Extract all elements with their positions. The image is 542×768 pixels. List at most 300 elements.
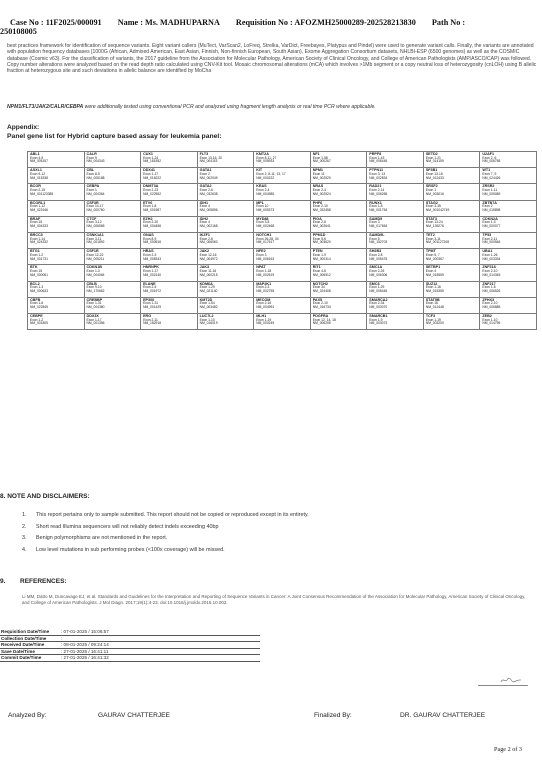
gene-cell — [84, 168, 141, 184]
gene-exons: Exon 2-3 — [143, 252, 157, 257]
gene-transcript: NM_005343 — [143, 256, 162, 261]
gene-exons: Exon 5-6 — [312, 236, 326, 241]
gene-symbol: CBLB — [86, 281, 97, 286]
gene-symbol: BCL2 — [30, 281, 40, 286]
gene-transcript: NM_015559 — [425, 272, 444, 277]
gene-transcript: NM_152703 — [369, 240, 388, 245]
gene-transcript: NM_005157 — [30, 159, 48, 164]
gene-exons: Exon 1 — [86, 188, 97, 193]
gene-cell — [197, 168, 254, 184]
gene-exons: Exon 10 — [256, 204, 269, 209]
gene-exons: Exon 1-6 — [30, 301, 44, 306]
gene-row — [28, 200, 537, 216]
log-row — [0, 655, 260, 662]
gene-symbol: CEBPE — [30, 313, 43, 318]
gene-transcript: NM_006912 — [312, 272, 331, 277]
gene-cell — [28, 152, 85, 168]
gene-cell — [197, 200, 254, 216]
pcr-note-text: were additionally tested using conventional PCR and analyzed using fragment length analysis or real time PCR where applicable. — [83, 104, 376, 110]
gene-exons: Exon 8-9 — [86, 171, 100, 176]
gene-transcript: NM_182918 — [143, 321, 162, 326]
workflow-log — [0, 629, 260, 662]
gene-symbol: SUZ12 — [425, 281, 438, 286]
gene-exons: Exon 2-6 — [199, 188, 213, 193]
gene-cell — [254, 313, 311, 329]
gene-symbol: STAT5B — [425, 297, 440, 302]
gene-symbol: ETV6 — [143, 200, 153, 205]
gene-cell — [84, 281, 141, 297]
gene-transcript: NM_002049 — [199, 175, 218, 180]
note-item — [22, 533, 532, 545]
gene-symbol: NOTCH2 — [312, 281, 328, 286]
gene-exons: Exon 1-9 — [312, 252, 326, 257]
gene-transcript: NM_005896 — [199, 207, 218, 212]
gene-transcript: NM_002468 — [256, 224, 275, 229]
gene-transcript: NM_001127208 — [425, 240, 450, 245]
gene-symbol: U2AF1 — [482, 152, 495, 156]
gene-symbol: CTCF — [86, 216, 97, 221]
gene-cell — [141, 297, 198, 313]
gene-symbol: ZNF217 — [482, 281, 496, 286]
gene-exons: Exon 4-9 — [30, 155, 44, 160]
gene-symbol: PHF6 — [312, 200, 323, 205]
gene-symbol: CEBPA — [86, 184, 100, 189]
gene-exons: Exon 1-3 — [86, 269, 100, 274]
gene-transcript: NM_002520 — [312, 175, 331, 180]
gene-transcript: NM_001731 — [30, 256, 48, 261]
gene-cell — [141, 216, 198, 232]
gene-cell — [28, 281, 85, 297]
gene-symbol: CDKN1B — [86, 265, 102, 270]
path-number-value: 250108005 — [0, 27, 37, 36]
gene-exons: Exon 1-3 — [482, 220, 496, 225]
gene-cell — [423, 216, 480, 232]
gene-transcript: NM_000222 — [256, 175, 275, 180]
gene-cell — [197, 297, 254, 313]
gene-symbol: SETD2 — [425, 152, 438, 156]
gene-exons: Exon 1-26 — [482, 252, 498, 257]
gene-transcript: NM_015355 — [425, 288, 444, 293]
gene-exons: Exon 2-16 — [256, 301, 272, 306]
note-text: Benign polymorphisms are not mentioned in the report. — [36, 535, 168, 541]
gene-symbol: ZEB2 — [482, 313, 492, 318]
log-row — [0, 642, 260, 649]
gene-transcript: NM_000061 — [30, 272, 48, 277]
gene-transcript: NM_001429 — [143, 305, 162, 310]
gene-row — [28, 297, 537, 313]
requisition-number: Requisition No : AFOZMH25000289-202528213830 — [235, 18, 416, 27]
gene-cell — [254, 152, 311, 168]
gene-exons: Exon 1-16 — [425, 285, 441, 290]
gene-symbol: DNMT3A — [143, 184, 159, 189]
gene-transcript: NM_005211 — [86, 256, 105, 261]
gene-symbol: NPM1 — [312, 168, 323, 173]
gene-cell — [84, 232, 141, 248]
gene-cell — [480, 249, 537, 265]
gene-cell — [84, 184, 141, 200]
gene-exons: Exon 5, 7 — [425, 252, 440, 257]
gene-symbol: SMC3 — [369, 281, 380, 286]
gene-symbol: EZH2 — [143, 216, 153, 221]
gene-symbol: ZRSR2 — [482, 184, 495, 189]
gene-symbol: SMARCB1 — [369, 313, 388, 318]
gene-exons: Exon 2-6 — [312, 220, 326, 225]
gene-exons: Exon 1-8 — [143, 204, 157, 209]
gene-cell — [254, 168, 311, 184]
gene-row — [28, 152, 537, 168]
gene-transcript: NM_006445 — [369, 159, 388, 164]
gene-cell — [310, 313, 367, 329]
gene-transcript: NM_014795 — [482, 321, 501, 326]
gene-symbol: TPMT — [425, 249, 436, 254]
gene-transcript: NM_001042749 — [425, 207, 450, 212]
gene-exons: Exon 3-35 — [425, 204, 441, 209]
gene-exons: Exon 1-2 — [30, 252, 44, 257]
gene-exons: Exon 1-24 — [143, 155, 159, 160]
gene-transcript: NM_001892 — [86, 240, 105, 245]
gene-cell — [141, 184, 198, 200]
gene-symbol: CUX1 — [143, 152, 153, 156]
analyzed-by-name: GAURAV CHATTERJEE — [98, 712, 170, 719]
gene-transcript: NM_017617 — [256, 240, 275, 245]
gene-exons: Exon 2-10 — [482, 269, 498, 274]
gene-cell — [141, 168, 198, 184]
gene-exons: Exon 8-11, 27 — [256, 155, 277, 160]
gene-exons: Exon 4-6 — [312, 269, 326, 274]
gene-cell — [367, 297, 424, 313]
appendix-title: Appendix: — [7, 124, 40, 131]
gene-exons: Exon 11 — [312, 171, 325, 176]
gene-exons: Exon 1-2 — [30, 317, 44, 322]
gene-symbol: PIGA — [312, 216, 322, 221]
gene-transcript: NM_024332 — [30, 240, 48, 245]
gene-symbol: SRSF2 — [425, 184, 438, 189]
gene-exons: Exon 2-20 — [143, 220, 159, 225]
gene-transcript: NM_016734 — [312, 305, 331, 310]
gene-exons: Exon 9-12 — [30, 171, 46, 176]
gene-transcript: NM_000516 — [143, 240, 162, 245]
gene-cell — [480, 168, 537, 184]
gene-symbol: RAD21 — [369, 184, 382, 189]
gene-exons: Exon 5 — [369, 236, 380, 241]
gene-exons: Exon 1-21 — [425, 155, 441, 160]
gene-transcript: NM_002755 — [256, 288, 275, 293]
gene-exons: Exon 2-3 — [256, 285, 270, 290]
gene-symbol: UBA1 — [482, 249, 493, 254]
gene-transcript: NM_032458 — [312, 207, 331, 212]
gene-transcript: NM_021140 — [199, 288, 218, 293]
gene-exons: Exon 1-12 — [30, 204, 46, 209]
gene-symbol: PTPN11 — [369, 168, 384, 173]
gene-cell — [367, 281, 424, 297]
pcr-genes: NPM1/FLT3/JAK2/CALR/CEBPA — [7, 104, 84, 110]
gene-symbol: RIT1 — [312, 265, 321, 270]
gene-exons: Exon 2-15 — [30, 188, 46, 193]
gene-cell — [141, 232, 198, 248]
gene-transcript: NM_014345 — [482, 272, 501, 277]
gene-symbol: TET2 — [425, 232, 435, 237]
gene-transcript: NM_000267 — [312, 159, 331, 164]
gene-exons: Exon 1-54 — [199, 301, 215, 306]
gene-transcript: NM_006306 — [369, 272, 388, 277]
gene-cell — [367, 313, 424, 329]
gene-symbol: PTEN — [312, 249, 323, 254]
gene-transcript: NM_003073 — [369, 321, 388, 326]
gene-cell — [254, 265, 311, 281]
gene-cell — [141, 281, 198, 297]
signature-line — [478, 685, 528, 686]
gene-transcript: NM_000546 — [482, 240, 501, 245]
note-item — [22, 510, 532, 522]
gene-cell — [367, 249, 424, 265]
gene-symbol: SMARCA2 — [369, 297, 388, 302]
gene-transcript: NM_004972 — [199, 256, 218, 261]
gene-transcript: NM_000633 — [30, 288, 48, 293]
gene-transcript: NM_005373 — [256, 207, 275, 212]
gene-exons: Exon 15 — [30, 220, 43, 225]
gene-cell — [84, 200, 141, 216]
gene-cell — [423, 313, 480, 329]
gene-transcript: NM_006163 — [256, 256, 275, 261]
gene-exons: Exon 2-14 — [369, 188, 385, 193]
gene-transcript: NM_015898 — [482, 207, 501, 212]
gene-cell — [367, 152, 424, 168]
gene-exons: Exon 3, 13 — [369, 171, 386, 176]
gene-symbol: NOTCH1 — [256, 232, 272, 237]
gene-transcript: NM_001754 — [369, 207, 388, 212]
log-key: Commit Date/Time — [1, 655, 42, 661]
notes-list — [22, 510, 532, 556]
gene-symbol: JAK3 — [199, 265, 210, 270]
gene-transcript: NM_012433 — [425, 175, 444, 180]
note-item — [22, 522, 532, 534]
gene-cell — [310, 168, 367, 184]
gene-cell — [423, 265, 480, 281]
log-key: Received Date/Time — [1, 642, 45, 648]
gene-cell — [367, 216, 424, 232]
gene-exons: Exon 2-23 — [143, 188, 159, 193]
gene-transcript: NM_001972 — [143, 288, 162, 293]
gene-transcript: NM_002519 — [256, 272, 275, 277]
gene-row — [28, 249, 537, 265]
methods-paragraph: best practices framework for identification of sequence variants. Eight variant callers (MuTect, VarScan2, LoFreq, Strelka, VarDict, Freebayes, Platypus and Pindel) were used to generate variant calls. Finally, the variants are annotated with population frequency databases [1000G (African, Admixed American, East Asian, Finnish, Non-finnish European, South Asian), Exome Aggregation Consortium datasets, NHLBI-ESP (6500 genomes) as well as the COSMIC database (Cosmic v63). For the classification of variants, the 2017 guideline from the Association for Molecular Pathology, American Society of Clinical Oncology, and College of American Pathologists (AMP/ASCO/CAP) was followed. Copy number alterations were analyzed based on the read depth ratio calculated using CNV-Kit tool. Mosaic chromosomal alterations (mCA) which involves >1Mb segment or a copy neutral loss of heterozygosity (cnLOH) using B allelic fraction at heterozygous site and such deviations in allelic balance are identified by MoCha — [7, 43, 537, 75]
gene-symbol: BCOR — [30, 184, 41, 189]
gene-symbol: ZFHX3 — [482, 297, 495, 302]
gene-transcript: NM_004364 — [86, 191, 105, 196]
gene-transcript: NM_003016 — [425, 191, 444, 196]
gene-symbol: KDM6A — [199, 281, 213, 286]
gene-symbol: MPL — [256, 200, 264, 205]
gene-transcript: NM_021946 — [30, 207, 48, 212]
gene-exons: Exon 1-10 — [199, 317, 215, 322]
gene-symbol: PDGFRA — [312, 313, 329, 318]
gene-transcript: NM_000077 — [482, 224, 501, 229]
gene-cell — [84, 216, 141, 232]
gene-exons: Exon 1-31 — [86, 301, 102, 306]
gene-symbol: PPM1D — [312, 232, 326, 237]
gene-cell — [28, 232, 85, 248]
gene-symbol: GNAS — [143, 232, 154, 237]
gene-symbol: KRAS — [256, 184, 267, 189]
gene-symbol: HRAS — [143, 249, 154, 254]
gene-exons: Exon 8-9 — [143, 236, 157, 241]
gene-exons: Exon 13-16, 20 — [199, 155, 223, 160]
gene-symbol: EP300 — [143, 297, 155, 302]
log-row — [0, 635, 260, 642]
gene-exons: Exon 2 — [482, 204, 493, 209]
gene-cell — [197, 265, 254, 281]
gene-symbol: IDH2 — [199, 216, 209, 221]
log-row — [0, 648, 260, 655]
gene-transcript: NM_004991 — [256, 305, 275, 310]
gene-cell — [254, 200, 311, 216]
gene-exons: Exon 13-24 — [425, 220, 443, 225]
patient-name: Name : Ms. MADHUPARNA — [117, 18, 220, 27]
gene-cell — [310, 265, 367, 281]
gene-symbol: ZBTB7A — [482, 200, 497, 205]
gene-cell — [84, 249, 141, 265]
gene-symbol: SF3B1 — [425, 168, 438, 173]
finalized-by-name: DR. GAURAV CHATTERJEE — [400, 712, 486, 719]
gene-symbol: STAT3 — [425, 216, 437, 221]
gene-exons: Exon 3-12 — [86, 220, 102, 225]
gene-symbol: SMC1A — [369, 265, 383, 270]
gene-exons: Exon 1-29 — [199, 285, 215, 290]
gene-cell — [141, 265, 198, 281]
gene-exons: Exon 2-10 — [482, 301, 498, 306]
gene-exons: Exon 1-43 — [369, 155, 385, 160]
gene-row — [28, 265, 537, 281]
gene-transcript: NM_005188 — [86, 175, 105, 180]
gene-transcript: NM_003334 — [482, 256, 501, 261]
gene-transcript: NM_004456 — [143, 224, 162, 229]
gene-transcript: NM_000215 — [199, 272, 218, 277]
gene-symbol: TCF3 — [425, 313, 436, 318]
gene-symbol: NRAS — [312, 184, 324, 189]
gene-cell — [423, 184, 480, 200]
path-number-label: Path No : — [431, 18, 466, 27]
gene-symbol: NPAT — [256, 265, 266, 270]
gene-symbol: BTK — [30, 265, 38, 270]
gene-panel-table — [27, 151, 537, 330]
gene-cell — [480, 184, 537, 200]
gene-cell — [367, 184, 424, 200]
gene-symbol: DDX41 — [143, 168, 155, 173]
gene-cell — [141, 200, 198, 216]
gene-cell — [197, 216, 254, 232]
gene-symbol: BRAF — [30, 216, 41, 221]
gene-cell — [254, 216, 311, 232]
gene-symbol: BTG1 — [30, 249, 40, 254]
gene-transcript: NM_000249 — [256, 321, 275, 326]
gene-cell — [28, 168, 85, 184]
gene-exons: Exon 1-19 — [256, 317, 272, 322]
gene-transcript: NM_004064 — [86, 272, 105, 277]
gene-transcript: NM_002524 — [312, 191, 331, 196]
gene-cell — [197, 313, 254, 329]
gene-exons: Exon 14-17 — [86, 204, 104, 209]
gene-exons: Exon 12, 14, 18 — [312, 317, 336, 322]
gene-symbol: BCORL1 — [30, 200, 46, 205]
gene-cell — [367, 168, 424, 184]
gene-cell — [367, 265, 424, 281]
gene-symbol: NF1 — [312, 152, 320, 156]
gene-transcript: NM_139276 — [425, 224, 444, 229]
gene-transcript: NM_002168 — [199, 224, 218, 229]
gene-cell — [254, 249, 311, 265]
log-key: Save Date/Time — [1, 648, 35, 654]
gene-symbol: STAG2 — [425, 200, 438, 205]
gene-exons: Exon 2-4 — [256, 188, 270, 193]
gene-cell — [28, 200, 85, 216]
gene-cell — [310, 297, 367, 313]
gene-transcript: NM_003620 — [312, 240, 331, 245]
gene-exons: Exon 12-16 — [199, 252, 217, 257]
gene-exons: Exon 12-22 — [86, 252, 104, 257]
gene-symbol: SAMD9 — [369, 216, 383, 221]
gene-transcript: NM_000760 — [86, 207, 105, 212]
gene-transcript: NM_006885 — [482, 305, 501, 310]
gene-cell — [310, 200, 367, 216]
gene-exons: Exon 3-5 — [256, 220, 270, 225]
gene-transcript: NM_017654 — [369, 224, 388, 229]
gene-cell — [254, 232, 311, 248]
gene-row — [28, 281, 537, 297]
gene-transcript: NM_015338 — [30, 175, 48, 180]
gene-transcript: NM_002834 — [369, 175, 388, 180]
gene-transcript: NM_022845 — [30, 305, 48, 310]
gene-symbol: PAX5 — [312, 297, 323, 302]
note-text: Short read Illumina sequencers will not reliably detect indels exceeding 40bp — [36, 523, 219, 530]
gene-exons: Exon 11-16 — [199, 269, 217, 274]
gene-transcript: NM_181552 — [143, 159, 162, 164]
gene-cell — [141, 152, 198, 168]
gene-cell — [310, 216, 367, 232]
gene-cell — [28, 265, 85, 281]
gene-cell — [423, 168, 480, 184]
gene-cell — [254, 281, 311, 297]
gene-exons: Exon 2-8 — [369, 252, 383, 257]
gene-cell — [480, 281, 537, 297]
gene-symbol: ELANE — [143, 281, 156, 286]
note-text: Low level mutations in sub performing probes (<100x coverage) will be missed. — [36, 546, 225, 553]
analyzed-by-label: Analyzed By: — [8, 712, 47, 719]
gene-cell — [84, 297, 141, 313]
gene-transcript: NM_004985 — [256, 191, 275, 196]
gene-exons: Exon 4 — [425, 269, 437, 274]
gene-transcript: NM_016019 — [199, 321, 218, 326]
log-value: : 27-01-2025 / 16:41:11 — [61, 648, 109, 654]
gene-exons: Exon 3 — [256, 252, 267, 257]
gene-transcript: NM_006060 — [199, 240, 218, 245]
gene-cell — [28, 297, 85, 313]
gene-transcript: NM_005933 — [256, 159, 275, 164]
gene-symbol: NFE2 — [256, 249, 266, 254]
gene-exons: Exon 13-16 — [425, 171, 443, 176]
gene-transcript: NM_005475 — [369, 256, 388, 261]
gene-exons: Exon 4 — [199, 220, 210, 225]
gene-cell — [480, 297, 537, 313]
gene-symbol: CSNK1A1 — [86, 232, 104, 237]
gene-transcript: NM_003482 — [199, 305, 218, 310]
gene-exons: Exon 1-9 — [369, 317, 383, 322]
gene-cell — [197, 152, 254, 168]
notes-title: 8. NOTE AND DISCLAIMERS: — [0, 493, 90, 500]
panel-title: Panel gene list for Hybrid capture based assay for leukemia panel: — [7, 133, 222, 140]
gene-row — [28, 168, 537, 184]
gene-transcript: NM_002140 — [143, 272, 162, 277]
gene-transcript: NM_024426 — [482, 175, 501, 180]
